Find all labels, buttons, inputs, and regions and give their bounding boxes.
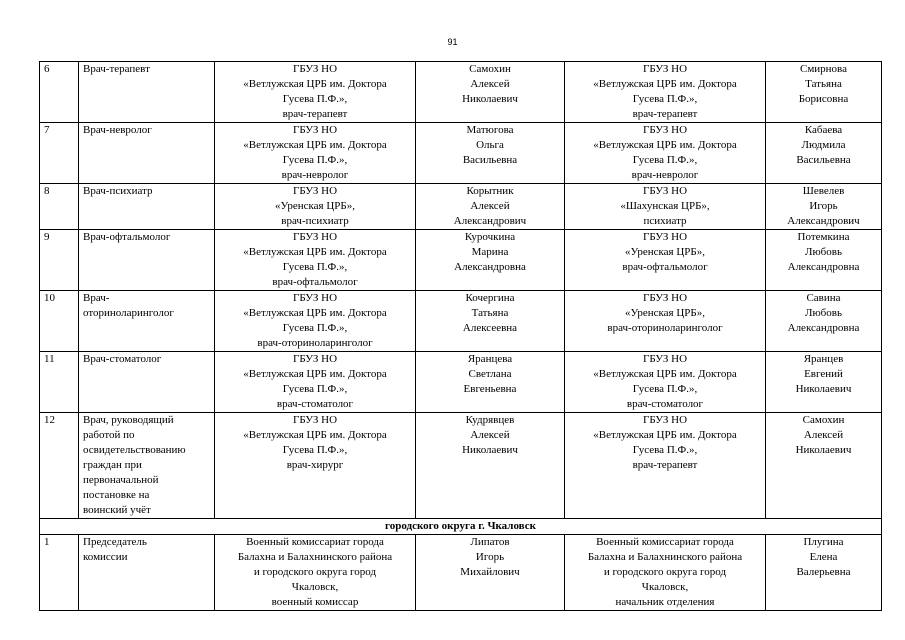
cell-line: Гусева П.Ф.»,	[282, 154, 348, 166]
organization-cell	[215, 62, 416, 123]
table-row	[40, 291, 882, 352]
row-number: 6	[40, 62, 79, 123]
reserve-name-cell	[766, 123, 882, 184]
cell-line: Смирнова	[799, 63, 847, 75]
organization-cell	[215, 184, 416, 230]
row-number: 12	[40, 413, 79, 519]
cell-line: Михайлович	[460, 566, 520, 578]
cell-line: «Ветлужская ЦРБ им. Доктора	[593, 78, 737, 90]
reserve-organization-cell	[565, 535, 766, 611]
member-name-cell	[416, 230, 565, 291]
cell-line: Липатов	[470, 536, 510, 548]
table-row	[40, 413, 882, 519]
cell-line: ГБУЗ НО	[642, 292, 688, 304]
cell-line: Алексей	[470, 200, 510, 212]
cell-line: ГБУЗ НО	[292, 353, 338, 365]
cell-line: Врач-невролог	[83, 124, 152, 136]
position-cell	[79, 291, 215, 352]
row-number: 9	[40, 230, 79, 291]
table-section	[40, 519, 882, 535]
organization-cell	[215, 123, 416, 184]
cell-line: Врач-психиатр	[83, 185, 153, 197]
cell-line: Александровна	[787, 322, 860, 334]
cell-line: «Ветлужская ЦРБ им. Доктора	[243, 368, 387, 380]
cell-line: комиссии	[83, 551, 128, 563]
cell-line: Николаевич	[462, 93, 518, 105]
cell-line: врач-оториноларинголог	[607, 322, 723, 334]
cell-line: Татьяна	[805, 78, 842, 90]
organization-cell	[215, 230, 416, 291]
cell-line: Яранцева	[467, 353, 513, 365]
reserve-organization-cell	[565, 413, 766, 519]
reserve-organization-cell	[565, 62, 766, 123]
cell-line: ГБУЗ НО	[642, 63, 688, 75]
cell-line: «Ветлужская ЦРБ им. Доктора	[243, 307, 387, 319]
cell-line: Александрович	[453, 215, 527, 227]
reserve-name-cell	[766, 62, 882, 123]
cell-line: Военный комиссариат города	[596, 536, 734, 548]
cell-line: Любовь	[805, 246, 842, 258]
cell-line: «Уренская ЦРБ»,	[625, 307, 705, 319]
reserve-name-cell	[766, 413, 882, 519]
reserve-name-cell	[766, 352, 882, 413]
cell-line: Александрович	[787, 215, 860, 227]
cell-line: Гусева П.Ф.»,	[282, 322, 348, 334]
cell-line: ГБУЗ НО	[292, 292, 338, 304]
cell-line: «Ветлужская ЦРБ им. Доктора	[593, 429, 737, 441]
reserve-organization-cell	[565, 184, 766, 230]
cell-line: Любовь	[805, 307, 842, 319]
reserve-name-cell	[766, 535, 882, 611]
table-row	[40, 123, 882, 184]
row-number: 7	[40, 123, 79, 184]
cell-line: Марина	[471, 246, 509, 258]
member-name-cell	[416, 184, 565, 230]
cell-line: Гусева П.Ф.»,	[282, 261, 348, 273]
cell-line: ГБУЗ НО	[642, 353, 688, 365]
position-cell	[79, 62, 215, 123]
row-number: 1	[40, 535, 79, 611]
cell-line: врач-хирург	[286, 459, 344, 471]
cell-line: врач-невролог	[281, 169, 349, 181]
cell-line: врач-психиатр	[281, 215, 349, 227]
position-cell	[79, 413, 215, 519]
cell-line: врач-невролог	[631, 169, 699, 181]
reserve-name-cell	[766, 291, 882, 352]
section-title: городского округа г. Чкаловск	[40, 519, 882, 535]
cell-line: Потемкина	[797, 231, 850, 243]
reserve-organization-cell	[565, 230, 766, 291]
cell-line: ГБУЗ НО	[642, 185, 688, 197]
cell-line: Савина	[806, 292, 841, 304]
cell-line: Чкаловск,	[641, 581, 689, 593]
cell-line: ГБУЗ НО	[642, 124, 688, 136]
member-name-cell	[416, 352, 565, 413]
cell-line: врач-терапевт	[282, 108, 348, 120]
row-number: 11	[40, 352, 79, 413]
cell-line: Гусева П.Ф.»,	[632, 154, 698, 166]
cell-line: Николаевич	[795, 383, 852, 395]
reserve-name-cell	[766, 230, 882, 291]
cell-line: начальник отделения	[615, 596, 715, 608]
cell-line: и городского округа город	[253, 566, 377, 578]
reserve-organization-cell	[565, 352, 766, 413]
cell-line: «Ветлужская ЦРБ им. Доктора	[243, 429, 387, 441]
cell-line: Ольга	[476, 139, 504, 151]
cell-line: ГБУЗ НО	[292, 124, 338, 136]
cell-line: Валерьевна	[796, 566, 851, 578]
cell-line: Елена	[809, 551, 838, 563]
cell-line: врач-офтальмолог	[272, 276, 358, 288]
member-name-cell	[416, 535, 565, 611]
cell-line: Самохин	[802, 414, 845, 426]
cell-line: военный комиссар	[271, 596, 359, 608]
cell-line: Гусева П.Ф.»,	[282, 383, 348, 395]
cell-line: «Уренская ЦРБ»,	[625, 246, 705, 258]
cell-line: постановке на	[83, 489, 150, 501]
reserve-name-cell	[766, 184, 882, 230]
cell-line: Людмила	[801, 139, 846, 151]
cell-line: Врач-офтальмолог	[83, 231, 171, 243]
organization-cell	[215, 535, 416, 611]
cell-line: первоначальной	[83, 474, 159, 486]
cell-line: Корытник	[466, 185, 514, 197]
position-cell	[79, 352, 215, 413]
cell-line: Александровна	[454, 261, 526, 273]
cell-line: Борисовна	[798, 93, 849, 105]
cell-line: Игорь	[475, 551, 505, 563]
cell-line: Васильевна	[796, 154, 851, 166]
cell-line: Балахна и Балахнинского района	[237, 551, 393, 563]
cell-line: Курочкина	[464, 231, 516, 243]
cell-line: Плугина	[803, 536, 844, 548]
cell-line: Кабаева	[804, 124, 843, 136]
cell-line: «Ветлужская ЦРБ им. Доктора	[243, 139, 387, 151]
position-cell	[79, 123, 215, 184]
cell-line: и городского округа город	[603, 566, 727, 578]
cell-line: ГБУЗ НО	[292, 414, 338, 426]
cell-line: Председатель	[83, 536, 147, 548]
reserve-organization-cell	[565, 123, 766, 184]
cell-line: Гусева П.Ф.»,	[282, 93, 348, 105]
cell-line: Врач, руководящий	[83, 414, 174, 426]
cell-line: психиатр	[643, 215, 687, 227]
cell-line: Балахна и Балахнинского района	[587, 551, 743, 563]
cell-line: Александровна	[787, 261, 860, 273]
cell-line: воинский учёт	[83, 504, 151, 516]
cell-line: Николаевич	[462, 444, 518, 456]
cell-line: врач-терапевт	[632, 459, 698, 471]
cell-line: «Ветлужская ЦРБ им. Доктора	[243, 246, 387, 258]
organization-cell	[215, 413, 416, 519]
cell-line: «Уренская ЦРБ»,	[275, 200, 355, 212]
cell-line: Врач-	[83, 292, 110, 304]
cell-line: освидетельствованию	[83, 444, 186, 456]
cell-line: Чкаловск,	[291, 581, 339, 593]
cell-line: Кочергина	[465, 292, 515, 304]
cell-line: Васильевна	[462, 154, 518, 166]
cell-line: врач-терапевт	[632, 108, 698, 120]
member-name-cell	[416, 291, 565, 352]
reserve-organization-cell	[565, 291, 766, 352]
position-cell	[79, 230, 215, 291]
cell-line: Алексей	[470, 429, 510, 441]
cell-line: «Ветлужская ЦРБ им. Доктора	[593, 368, 737, 380]
page-number: 91	[447, 37, 458, 47]
cell-line: Алексеевна	[462, 322, 518, 334]
commission-table	[39, 61, 882, 611]
cell-line: оториноларинголог	[83, 307, 174, 319]
cell-line: Алексей	[803, 429, 844, 441]
cell-line: Николаевич	[795, 444, 852, 456]
cell-line: Евгеньевна	[463, 383, 517, 395]
member-name-cell	[416, 413, 565, 519]
table-row	[40, 535, 882, 611]
cell-line: Светлана	[468, 368, 512, 380]
cell-line: ГБУЗ НО	[292, 185, 338, 197]
cell-line: Татьяна	[471, 307, 509, 319]
cell-line: Евгений	[804, 368, 843, 380]
cell-line: врач-оториноларинголог	[257, 337, 373, 349]
cell-line: Алексей	[470, 78, 510, 90]
cell-line: Врач-терапевт	[83, 63, 150, 75]
member-name-cell	[416, 62, 565, 123]
table-row	[40, 352, 882, 413]
cell-line: Яранцев	[803, 353, 844, 365]
cell-line: Игорь	[809, 200, 838, 212]
section-row	[40, 519, 882, 535]
cell-line: ГБУЗ НО	[642, 231, 688, 243]
cell-line: «Ветлужская ЦРБ им. Доктора	[593, 139, 737, 151]
cell-line: врач-стоматолог	[276, 398, 354, 410]
organization-cell	[215, 291, 416, 352]
position-cell	[79, 535, 215, 611]
cell-line: Самохин	[469, 63, 511, 75]
cell-line: Шевелев	[802, 185, 845, 197]
cell-line: Военный комиссариат города	[246, 536, 384, 548]
organization-cell	[215, 352, 416, 413]
cell-line: Гусева П.Ф.»,	[632, 444, 698, 456]
cell-line: Гусева П.Ф.»,	[632, 93, 698, 105]
table-row	[40, 62, 882, 123]
cell-line: ГБУЗ НО	[642, 414, 688, 426]
member-name-cell	[416, 123, 565, 184]
cell-line: Гусева П.Ф.»,	[282, 444, 348, 456]
table-row	[40, 230, 882, 291]
position-cell	[79, 184, 215, 230]
cell-line: врач-офтальмолог	[622, 261, 708, 273]
cell-line: ГБУЗ НО	[292, 63, 338, 75]
cell-line: «Ветлужская ЦРБ им. Доктора	[243, 78, 387, 90]
table-row	[40, 184, 882, 230]
cell-line: ГБУЗ НО	[292, 231, 338, 243]
cell-line: работой по	[83, 429, 135, 441]
row-number: 10	[40, 291, 79, 352]
cell-line: врач-стоматолог	[626, 398, 704, 410]
cell-line: Врач-стоматолог	[83, 353, 162, 365]
cell-line: Гусева П.Ф.»,	[632, 383, 698, 395]
cell-line: Матюгова	[466, 124, 514, 136]
table-body-before	[40, 62, 882, 519]
cell-line: граждан при	[83, 459, 142, 471]
table-body-after	[40, 535, 882, 611]
cell-line: Кудрявцев	[465, 414, 515, 426]
row-number: 8	[40, 184, 79, 230]
cell-line: «Шахунская ЦРБ»,	[620, 200, 710, 212]
